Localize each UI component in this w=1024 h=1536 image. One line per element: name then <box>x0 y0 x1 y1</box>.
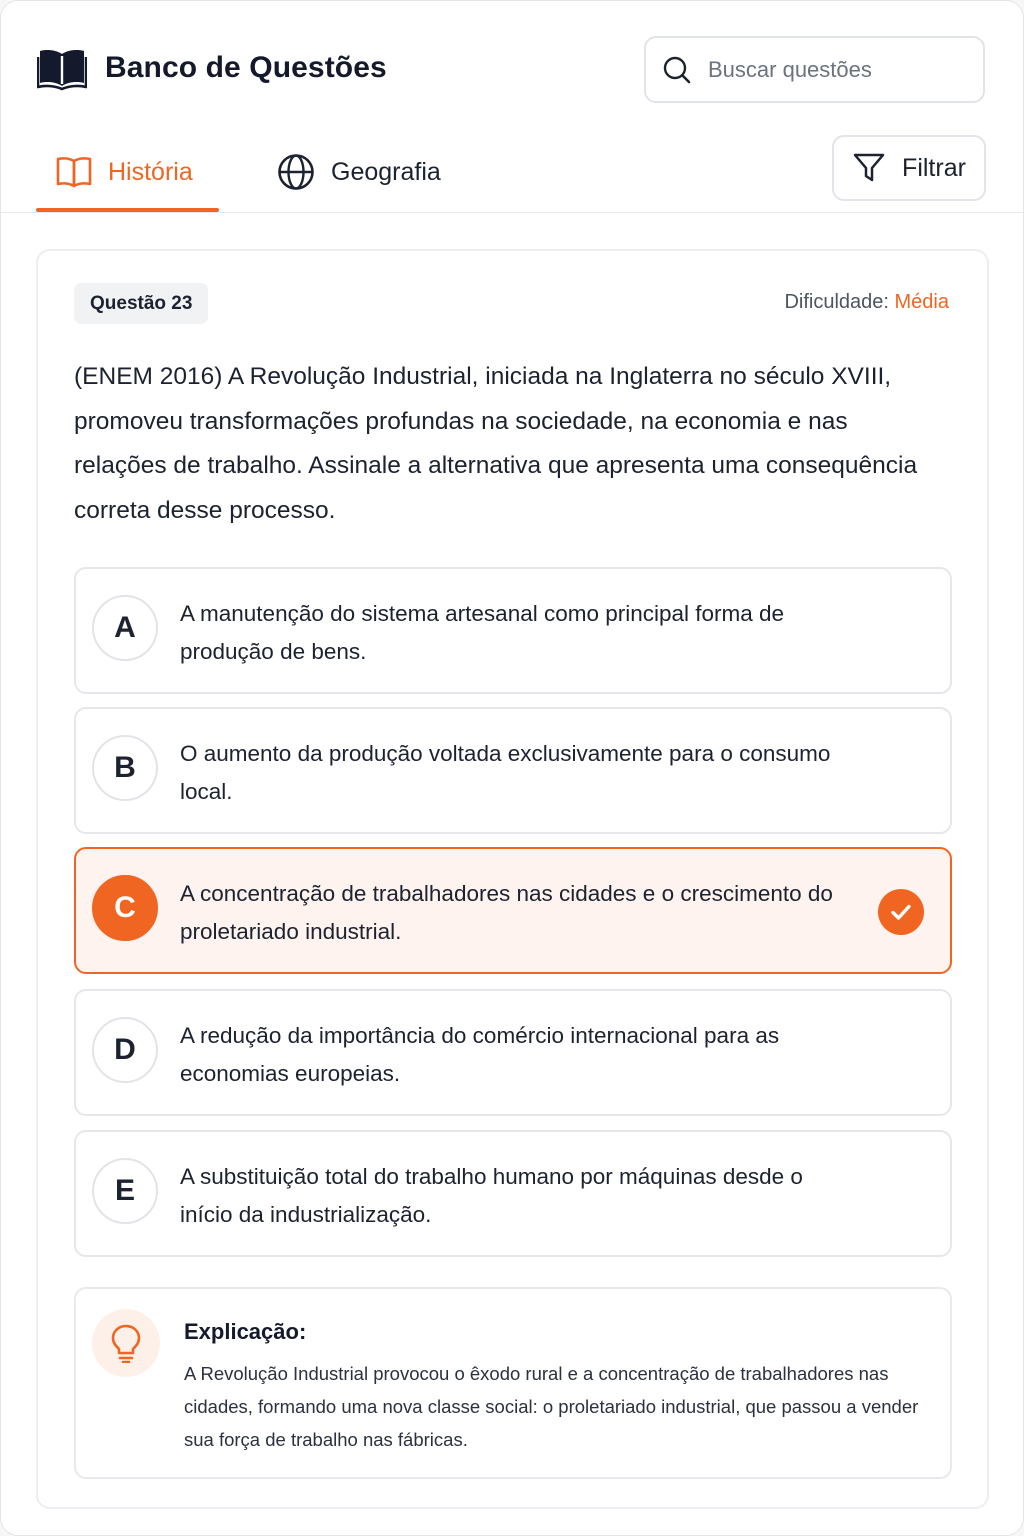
option-a[interactable] <box>74 567 952 694</box>
globe-icon <box>277 153 315 191</box>
app-title: Banco de Questões <box>105 51 387 84</box>
option-text: O aumento da produção voltada exclusivamente para o consumo local. <box>180 741 831 804</box>
brand <box>37 45 387 91</box>
option-text: A manutenção do sistema artesanal como principal forma de produção de bens. <box>180 601 785 664</box>
filter-button-label: Filtrar <box>902 153 966 182</box>
book-outline-icon <box>56 155 92 189</box>
open-book-icon <box>37 45 87 91</box>
search-box[interactable] <box>644 36 985 103</box>
difficulty <box>784 291 949 314</box>
option-text: A concentração de trabalhadores nas cidades e o crescimento do proletariado industrial. <box>180 881 833 944</box>
search-input[interactable] <box>708 57 958 83</box>
difficulty-value: Média <box>894 291 949 313</box>
filter-funnel-icon <box>852 151 886 185</box>
filter-button[interactable] <box>832 135 986 201</box>
option-e[interactable] <box>74 1130 952 1257</box>
option-c[interactable] <box>74 847 952 974</box>
option-d[interactable] <box>74 989 952 1116</box>
option-letter: B <box>92 735 158 801</box>
question-text: (ENEM 2016) A Revolução Industrial, iniciada na Inglaterra no século XVIII, promoveu transformações profundas na sociedade, na economia e nas relações de trabalho. Assinale a alternativa que apresenta uma consequência correta desse processo. <box>74 363 918 524</box>
question-number-badge: Questão 23 <box>74 283 208 324</box>
option-letter: D <box>92 1017 158 1083</box>
lightbulb-icon <box>92 1309 160 1377</box>
tab-historia[interactable] <box>36 131 219 213</box>
explanation-box <box>74 1287 952 1479</box>
header <box>1 1 1024 131</box>
check-circle-icon <box>878 889 924 935</box>
explanation-title: Explicação: <box>184 1319 307 1344</box>
tab-historia-label: História <box>108 157 193 186</box>
tab-geografia-label: Geografia <box>331 157 441 186</box>
active-tab-indicator <box>36 208 219 212</box>
option-b[interactable] <box>74 707 952 834</box>
option-text: A substituição total do trabalho humano por máquinas desde o início da industrialização. <box>180 1164 803 1227</box>
option-letter: C <box>92 875 158 941</box>
option-letter: A <box>92 595 158 661</box>
difficulty-label: Dificuldade: <box>784 291 889 313</box>
search-icon <box>662 55 692 85</box>
explanation-text: A Revolução Industrial provocou o êxodo rural e a concentração de trabalhadores nas cidades, formando uma nova classe social: o proletariado industrial, que passou a vender sua força de trabalho nas fábricas. <box>184 1363 919 1450</box>
option-letter: E <box>92 1158 158 1224</box>
option-text: A redução da importância do comércio internacional para as economias europeias. <box>180 1023 780 1086</box>
tab-geografia[interactable] <box>277 131 441 213</box>
question-card <box>36 249 989 1509</box>
subject-tabs <box>1 131 1024 213</box>
